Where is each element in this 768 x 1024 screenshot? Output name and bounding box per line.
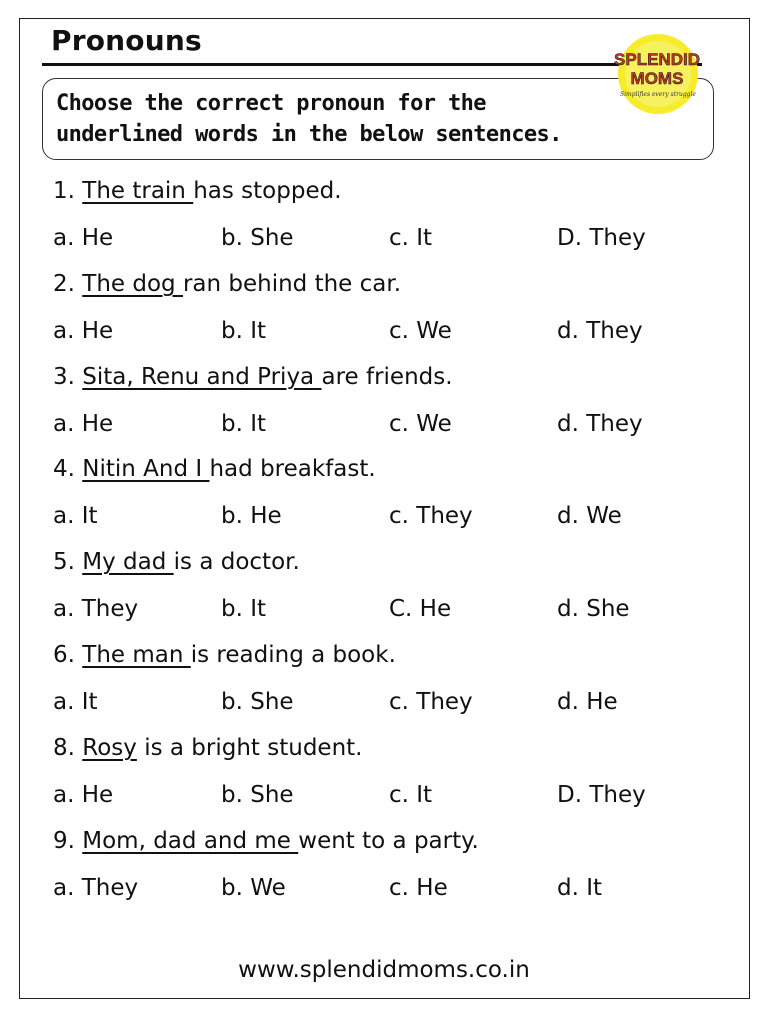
underlined-subject: The dog bbox=[82, 270, 183, 297]
answer-option[interactable]: b. She bbox=[221, 781, 294, 808]
instruction-line-1: Choose the correct pronoun for the bbox=[56, 91, 486, 116]
underlined-subject: Mom, dad and me bbox=[82, 827, 299, 854]
answer-option[interactable]: c. They bbox=[389, 689, 473, 715]
question-text: went to a party. bbox=[298, 827, 479, 854]
question-4 bbox=[53, 456, 376, 482]
answer-option[interactable]: d. We bbox=[557, 503, 622, 530]
answer-option[interactable]: d. She bbox=[557, 596, 630, 623]
answer-option[interactable]: D. They bbox=[557, 781, 646, 808]
logo-tagline: Simplifies every struggle bbox=[620, 91, 696, 98]
answer-option[interactable]: a. He bbox=[53, 317, 114, 344]
question-number: 1. bbox=[53, 178, 75, 204]
answer-option[interactable]: b. He bbox=[221, 503, 282, 530]
question-7 bbox=[53, 735, 362, 761]
question-2 bbox=[53, 271, 401, 297]
question-text: is a bright student. bbox=[136, 734, 363, 761]
question-number: 3. bbox=[53, 363, 75, 390]
question-text: had breakfast. bbox=[209, 456, 376, 483]
question-number: 6. bbox=[53, 642, 75, 668]
answer-option[interactable]: b. She bbox=[221, 225, 294, 251]
answer-option[interactable]: b. It bbox=[221, 596, 267, 623]
answer-option[interactable]: c. It bbox=[389, 781, 433, 808]
question-text: has stopped. bbox=[193, 178, 342, 204]
question-number: 5. bbox=[53, 549, 75, 576]
answer-option[interactable]: c. We bbox=[389, 410, 452, 437]
question-3 bbox=[53, 364, 453, 390]
answer-option[interactable]: d. It bbox=[557, 874, 603, 901]
question-text: is a doctor. bbox=[173, 549, 300, 576]
splendid-moms-logo bbox=[600, 24, 715, 116]
logo-name-line-2: MOMS bbox=[630, 69, 684, 88]
answer-option[interactable]: a. They bbox=[53, 596, 139, 623]
question-number: 4. bbox=[53, 456, 75, 483]
answer-option[interactable]: b. She bbox=[221, 689, 294, 715]
underlined-subject: Sita, Renu and Priya bbox=[82, 363, 322, 390]
answer-option[interactable]: a. He bbox=[53, 781, 114, 808]
answer-option[interactable]: b. We bbox=[221, 874, 286, 901]
underlined-subject: My dad bbox=[82, 549, 174, 576]
instruction-line-2: underlined words in the below sentences. bbox=[56, 122, 562, 147]
answer-option[interactable]: b. It bbox=[221, 317, 267, 344]
answer-option[interactable]: d. They bbox=[557, 410, 643, 437]
answer-option[interactable]: a. They bbox=[53, 874, 139, 901]
question-5 bbox=[53, 549, 300, 575]
answer-option[interactable]: b. It bbox=[221, 410, 267, 437]
answer-option[interactable]: d. He bbox=[557, 689, 618, 715]
question-8 bbox=[53, 828, 479, 854]
question-6 bbox=[53, 642, 396, 668]
instruction-text bbox=[56, 88, 656, 150]
question-text: are friends. bbox=[321, 363, 453, 390]
answer-option[interactable]: c. He bbox=[389, 874, 448, 901]
underlined-subject: Nitin And I bbox=[82, 456, 210, 483]
question-text: ran behind the car. bbox=[182, 270, 402, 297]
answer-option[interactable]: c. We bbox=[389, 317, 452, 344]
underlined-subject: The train bbox=[82, 178, 194, 204]
footer-url: www.splendidmoms.co.in bbox=[238, 957, 530, 983]
question-number: 2. bbox=[53, 270, 75, 297]
answer-option[interactable]: C. He bbox=[389, 596, 452, 623]
underlined-subject: The man bbox=[82, 642, 191, 668]
answer-option[interactable]: a. It bbox=[53, 689, 98, 715]
answer-option[interactable]: a. He bbox=[53, 410, 114, 437]
question-number: 8. bbox=[53, 734, 75, 761]
answer-option[interactable]: a. He bbox=[53, 225, 114, 251]
answer-option[interactable]: d. They bbox=[557, 317, 643, 344]
question-text: is reading a book. bbox=[190, 642, 396, 668]
answer-option[interactable]: c. They bbox=[389, 503, 473, 530]
page-title: Pronouns bbox=[51, 24, 202, 57]
underlined-subject: Rosy bbox=[82, 734, 137, 761]
answer-option[interactable]: c. It bbox=[389, 225, 433, 251]
answer-option[interactable]: a. It bbox=[53, 503, 98, 530]
question-number: 9. bbox=[53, 827, 75, 854]
question-1 bbox=[53, 178, 342, 204]
logo-name-line-1: SPLENDID bbox=[614, 50, 700, 69]
answer-option[interactable]: D. They bbox=[557, 225, 646, 251]
